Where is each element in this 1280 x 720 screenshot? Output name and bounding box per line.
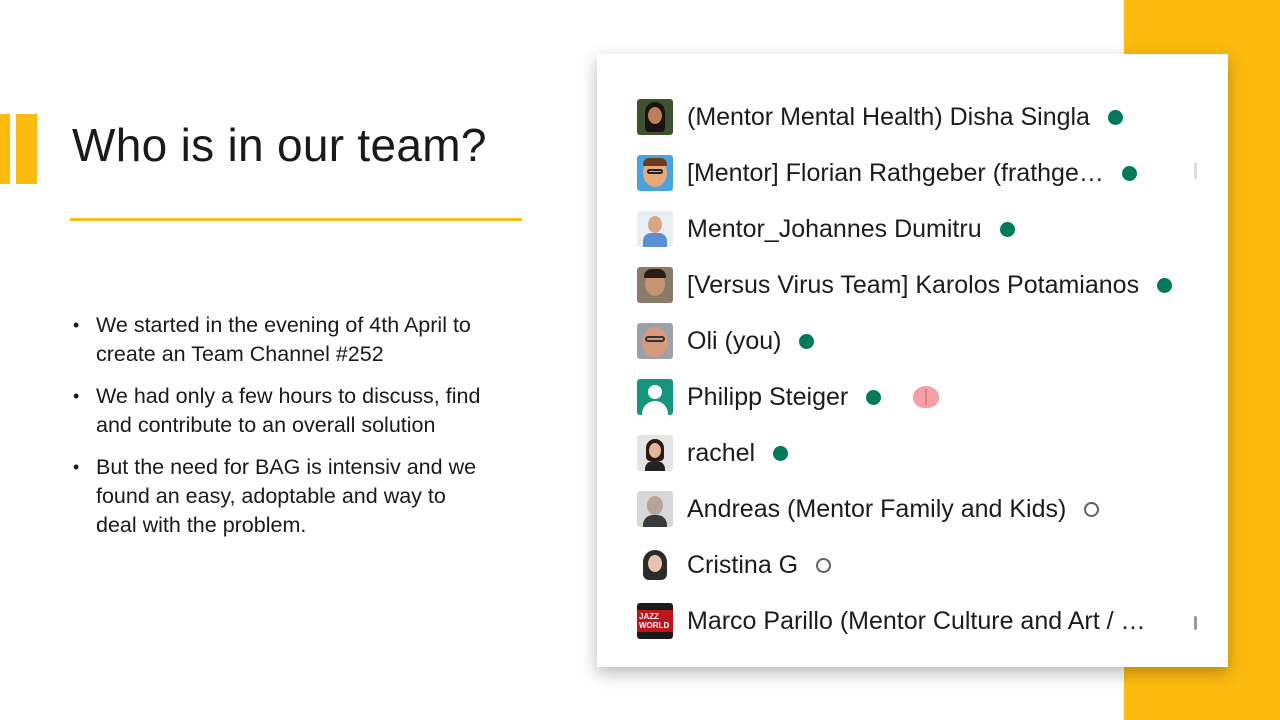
avatar [637,99,673,135]
member-name: (Mentor Mental Health) Disha Singla [687,102,1090,131]
member-name: Mentor_Johannes Dumitru [687,214,982,243]
title-underline [70,218,522,221]
online-status-icon [1157,278,1172,293]
bullet-item [70,311,490,369]
avatar [637,323,673,359]
online-status-icon [866,390,881,405]
member-name: [Mentor] Florian Rathgeber (frathge… [687,158,1104,187]
member-name: Andreas (Mentor Family and Kids) [687,494,1067,523]
avatar [637,155,673,191]
bullet-text: We had only a few hours to discuss, find and contribute to an overall solution [96,384,481,437]
online-status-icon [1000,222,1015,237]
member-name: Oli (you) [687,326,782,355]
bullet-item [70,382,490,440]
member-row[interactable] [637,323,814,359]
logo-text: JAZZ WORLD [639,612,670,630]
online-status-icon [1122,166,1137,181]
avatar [637,547,673,583]
member-row[interactable] [637,379,939,415]
accent-mark-left-2 [16,114,37,184]
default-avatar [637,379,673,415]
member-name: [Versus Virus Team] Karolos Potamianos [687,270,1140,299]
online-status-icon [773,446,788,461]
accent-mark-left [0,114,10,184]
member-row[interactable] [637,155,1137,191]
member-name: Philipp Steiger [687,382,849,411]
member-row[interactable] [637,547,831,583]
away-status-icon [816,558,831,573]
member-list-panel [597,54,1228,667]
avatar [637,491,673,527]
brain-icon [913,386,939,408]
member-name: Marco Parillo (Mentor Culture and Art / … [687,606,1146,635]
member-name: Cristina G [687,550,799,579]
avatar [637,435,673,471]
truncated-status-icon [1194,616,1197,630]
member-row[interactable] [637,491,1099,527]
member-name: rachel [687,438,756,467]
online-status-icon [799,334,814,349]
truncated-icon [1194,163,1197,179]
bullet-text: But the need for BAG is intensiv and we found an easy, adoptable and way to deal with the problem. [96,455,477,537]
member-row[interactable] [637,435,788,471]
bullet-dot-icon: • [73,315,80,335]
bullet-dot-icon: • [73,457,80,477]
avatar-logo [637,603,673,639]
member-row[interactable] [637,267,1172,303]
bullet-dot-icon: • [73,386,80,406]
member-row[interactable] [637,99,1123,135]
online-status-icon [1108,110,1123,125]
avatar [637,211,673,247]
bullet-item [70,453,490,540]
bullet-text: We started in the evening of 4th April to create an Team Channel #252 [96,313,471,366]
avatar [637,267,673,303]
member-row[interactable] [637,603,1146,639]
slide-title: Who is in our team? [72,119,487,171]
away-status-icon [1084,502,1099,517]
member-row[interactable] [637,211,1015,247]
bullet-list [70,311,490,553]
